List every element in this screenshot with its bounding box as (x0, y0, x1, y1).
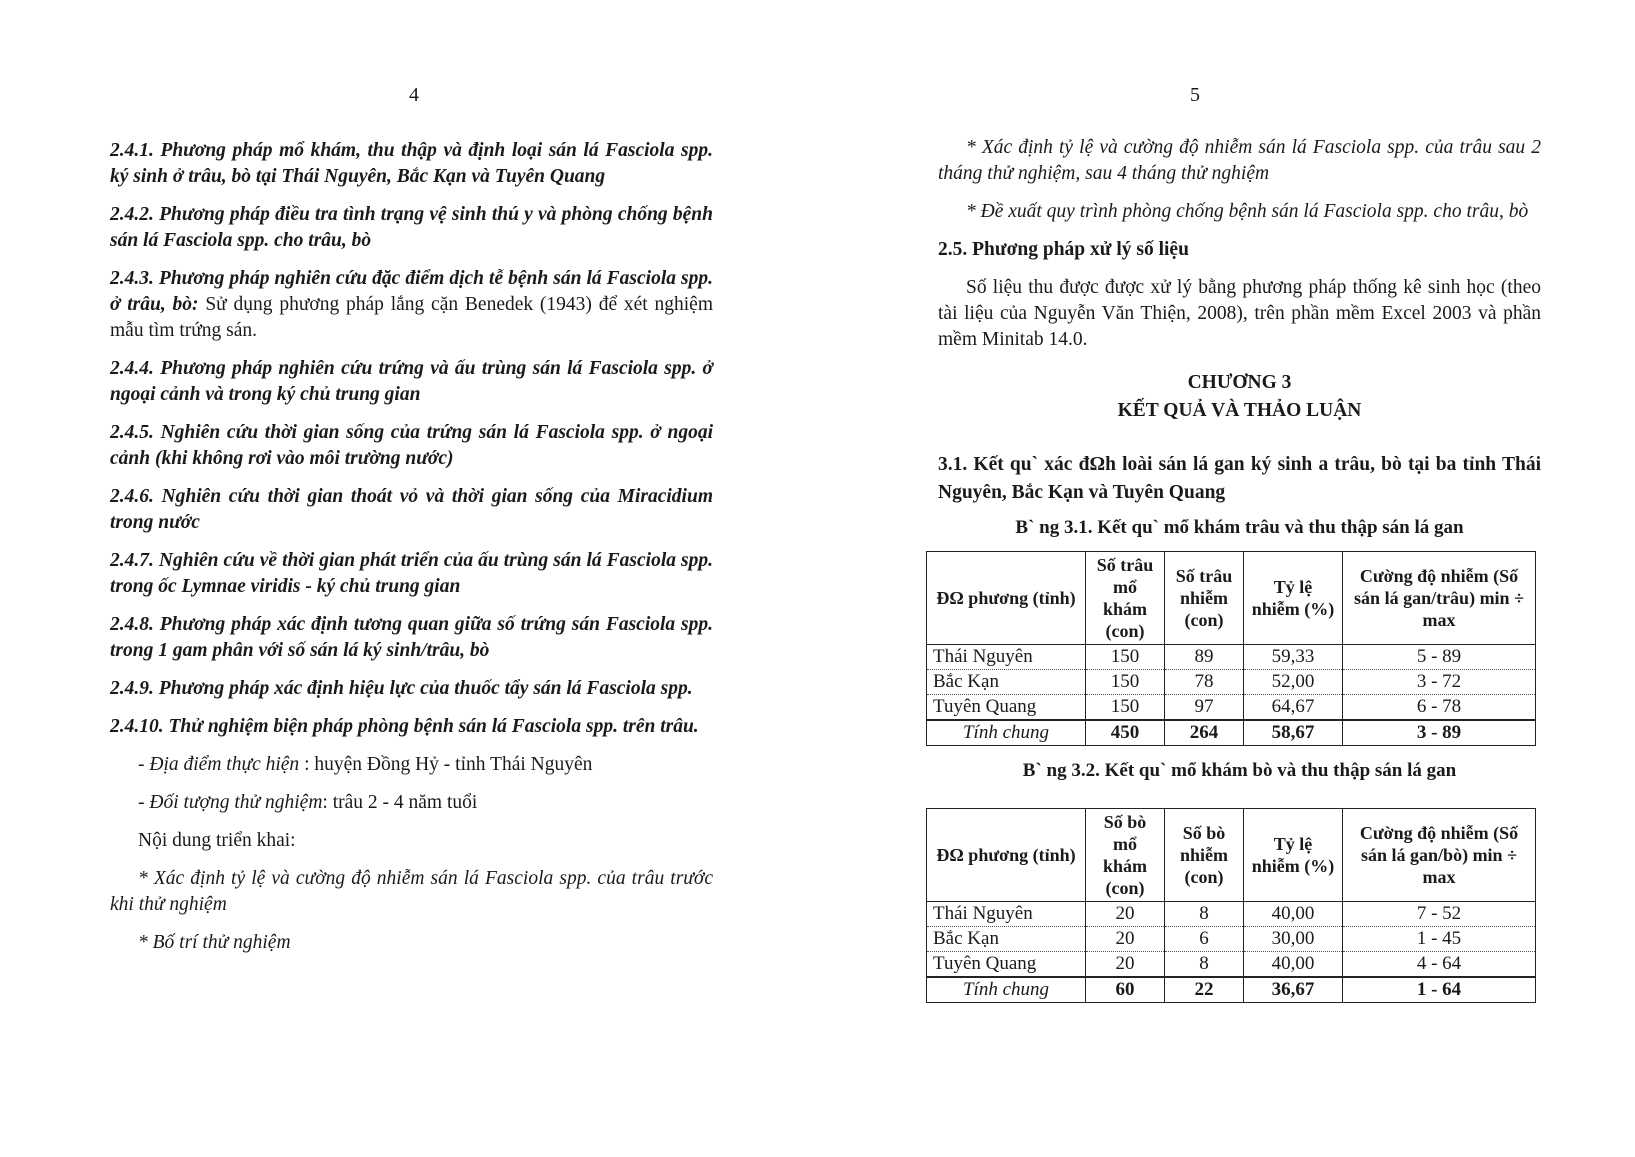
content-label: Nội dung triển khai: (138, 830, 296, 851)
column-header: ĐΩ phương (tỉnh) (927, 552, 1086, 645)
cell: 30,00 (1244, 927, 1343, 952)
cell: Tuyên Quang (927, 695, 1086, 721)
content-item: * Bố trí thử nghiệm (138, 932, 291, 953)
cell: 150 (1086, 695, 1165, 721)
cell: 8 (1165, 952, 1244, 978)
heading-2-4-7: 2.4.7. Nghiên cứu về thời gian phát triển của ấu trùng sán lá Fasciola spp. trong ốc Lymnae viridis - ký chủ trung gian (110, 550, 713, 597)
table-row (927, 927, 1536, 952)
right-page (818, 0, 1635, 1157)
table-row (927, 670, 1536, 695)
cell: 150 (1086, 670, 1165, 695)
column-header: Số trâu nhiễm (con) (1165, 552, 1244, 645)
page-number: 4 (409, 84, 419, 106)
cell: 40,00 (1244, 952, 1343, 978)
cell: 6 - 78 (1343, 695, 1536, 721)
cell: 22 (1165, 977, 1244, 1003)
cell: 20 (1086, 902, 1165, 927)
cell: 150 (1086, 645, 1165, 670)
cattle-table (926, 808, 1536, 1003)
cell: 4 - 64 (1343, 952, 1536, 978)
section-title: 2.5. Phương pháp xử lý số liệu (938, 239, 1189, 260)
chapter-title: KẾT QUẢ VÀ THẢO LUẬN (1117, 400, 1362, 421)
heading-2-4-2: 2.4.2. Phương pháp điều tra tình trạng vệ sinh thú y và phòng chống bệnh sán lá Fasciola spp. cho trâu, bò (110, 204, 713, 251)
cell: Thái Nguyên (927, 645, 1086, 670)
heading-2-4-8: 2.4.8. Phương pháp xác định tương quan giữa số trứng sán Fasciola spp. trong 1 gam phân với số sán lá ký sinh/trâu, bò (110, 614, 713, 661)
heading-2-4-6: 2.4.6. Nghiên cứu thời gian thoát vỏ và thời gian sống của Miracidium trong nước (110, 486, 713, 533)
right-column (933, 135, 1541, 1003)
cell: 3 - 72 (1343, 670, 1536, 695)
cell: 60 (1086, 977, 1165, 1003)
heading-2-4-10: 2.4.10. Thử nghiệm biện pháp phòng bệnh sán lá Fasciola spp. trên trâu. (110, 716, 699, 737)
location-line: - Địa điểm thực hiện : huyện Đồng Hỷ - tỉnh Thái Nguyên (138, 754, 593, 775)
table-row (927, 952, 1536, 978)
column-header: Số bò nhiễm (con) (1165, 809, 1244, 902)
buffalo-table (926, 551, 1536, 746)
heading-2-4-5: 2.4.5. Nghiên cứu thời gian sống của trứng sán lá Fasciola spp. ở ngoại cảnh (khi không rơi vào môi trường nước) (110, 422, 713, 469)
cell: 6 (1165, 927, 1244, 952)
cell: 1 - 64 (1343, 977, 1536, 1003)
column-header: Tỷ lệ nhiễm (%) (1244, 552, 1343, 645)
heading-2-4-9: 2.4.9. Phương pháp xác định hiệu lực của thuốc tẩy sán lá Fasciola spp. (110, 678, 693, 699)
column-header: ĐΩ phương (tỉnh) (927, 809, 1086, 902)
cell: Tính chung (927, 720, 1086, 746)
table-row (927, 902, 1536, 927)
chapter-number: CHƯƠNG 3 (1187, 372, 1292, 393)
cell: 64,67 (1244, 695, 1343, 721)
table-header-row (927, 552, 1536, 645)
cell: 5 - 89 (1343, 645, 1536, 670)
content-item: * Đề xuất quy trình phòng chống bệnh sán lá Fasciola spp. cho trâu, bò (966, 201, 1529, 222)
result-heading: 3.1. Kết qu` xác đΩh loài sán lá gan ký sinh a trâu, bò tại ba tỉnh Thái Nguyên, Bắc Kạn và Tuyên Quang (938, 454, 1541, 503)
cell: 78 (1165, 670, 1244, 695)
table-total-row (927, 720, 1536, 746)
cell: 97 (1165, 695, 1244, 721)
table-row (927, 695, 1536, 721)
table-total-row (927, 977, 1536, 1003)
cell: 450 (1086, 720, 1165, 746)
cell: 59,33 (1244, 645, 1343, 670)
cell: 52,00 (1244, 670, 1343, 695)
table-row (927, 645, 1536, 670)
cell: 20 (1086, 952, 1165, 978)
table-title: B` ng 3.1. Kết qu` mổ khám trâu và thu thập sán lá gan (1015, 517, 1464, 538)
table-title: B` ng 3.2. Kết qu` mổ khám bò và thu thập sán lá gan (1022, 760, 1457, 781)
cell: Tuyên Quang (927, 952, 1086, 978)
cell: 58,67 (1244, 720, 1343, 746)
cell: Tính chung (927, 977, 1086, 1003)
cell: 8 (1165, 902, 1244, 927)
content-item: * Xác định tỷ lệ và cường độ nhiễm sán lá Fasciola spp. của trâu trước khi thử nghiệm (110, 868, 713, 915)
cell: Bắc Kạn (927, 927, 1086, 952)
column-header: Cường độ nhiễm (Số sán lá gan/trâu) min ÷ max (1343, 552, 1536, 645)
subject-line: - Đối tượng thử nghiệm: trâu 2 - 4 năm tuổi (138, 792, 478, 813)
cell: 20 (1086, 927, 1165, 952)
cell: 3 - 89 (1343, 720, 1536, 746)
content-item: * Xác định tỷ lệ và cường độ nhiễm sán lá Fasciola spp. của trâu sau 2 tháng thử nghiệm, sau 4 tháng thử nghiệm (938, 137, 1541, 184)
section-body: Số liệu thu được được xử lý bằng phương pháp thống kê sinh học (theo tài liệu của Nguyễn Văn Thiện, 2008), trên phần mềm Excel 2003 và phần mềm Minitab 14.0. (938, 277, 1541, 350)
table-header-row (927, 809, 1536, 902)
cell: 89 (1165, 645, 1244, 670)
column-header: Tỷ lệ nhiễm (%) (1244, 809, 1343, 902)
page-number: 5 (1190, 84, 1200, 106)
column-header: Cường độ nhiễm (Số sán lá gan/bò) min ÷ max (1343, 809, 1536, 902)
heading-2-4-4: 2.4.4. Phương pháp nghiên cứu trứng và ấu trùng sán lá Fasciola spp. ở ngoại cảnh và trong ký chủ trung gian (110, 358, 713, 405)
cell: Thái Nguyên (927, 902, 1086, 927)
cell: 1 - 45 (1343, 927, 1536, 952)
left-column (110, 138, 713, 956)
cell: 40,00 (1244, 902, 1343, 927)
column-header: Số trâu mổ khám (con) (1086, 552, 1165, 645)
cell: 7 - 52 (1343, 902, 1536, 927)
column-header: Số bò mổ khám (con) (1086, 809, 1165, 902)
cell: 36,67 (1244, 977, 1343, 1003)
heading-2-4-3: 2.4.3. Phương pháp nghiên cứu đặc điểm dịch tễ bệnh sán lá Fasciola spp. ở trâu, bò: Sử dụng phương pháp lắng cặn Benedek (1943) để xét nghiệm mẫu tìm trứng sán. (110, 268, 714, 341)
cell: Bắc Kạn (927, 670, 1086, 695)
heading-2-4-1: 2.4.1. Phương pháp mổ khám, thu thập và định loại sán lá Fasciola spp. ký sinh ở trâu, bò tại Thái Nguyên, Bắc Kạn và Tuyên Quang (110, 140, 713, 187)
cell: 264 (1165, 720, 1244, 746)
